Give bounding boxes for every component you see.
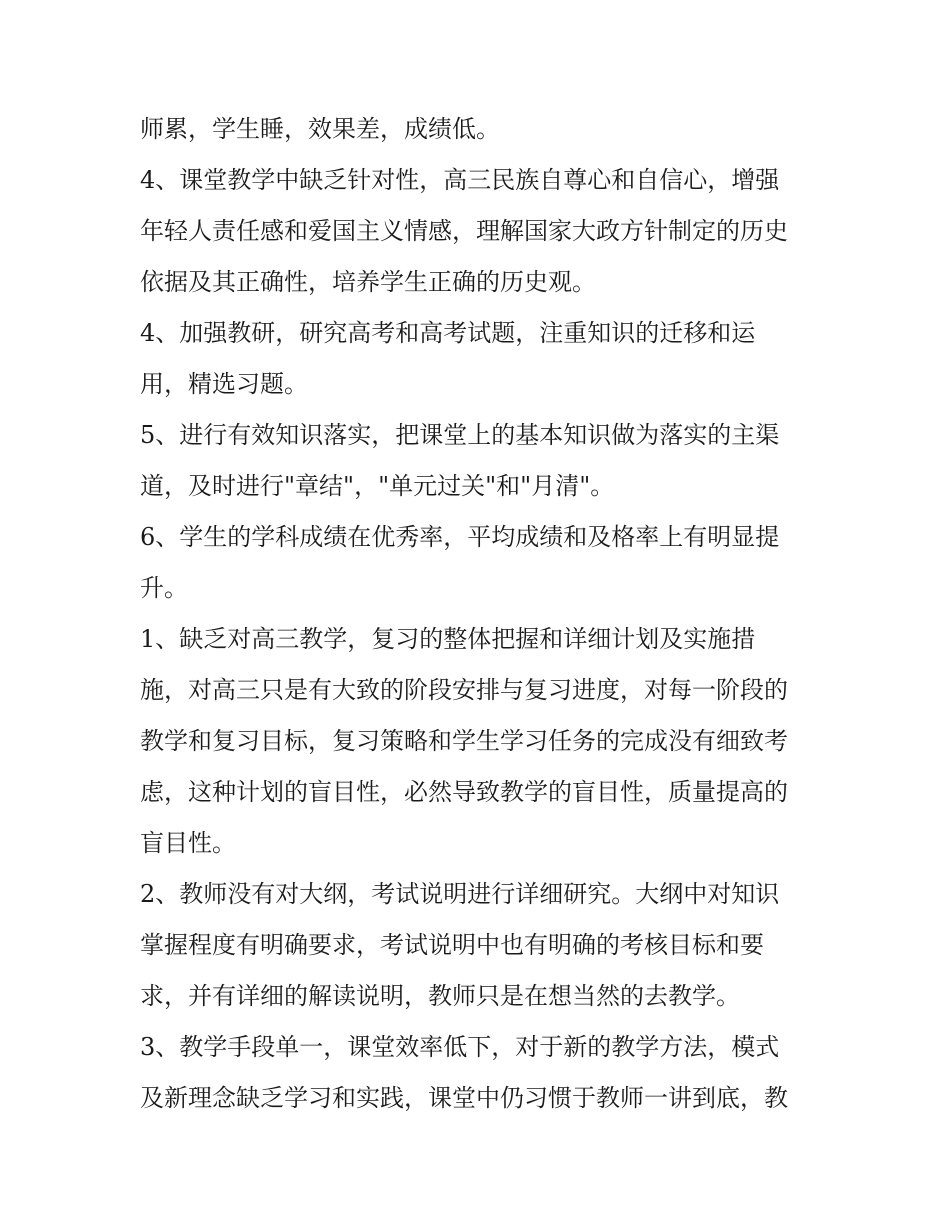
text-line: 求，并有详细的解读说明，教师只是在想当然的去教学。: [140, 982, 740, 1010]
text-line: 施，对高三只是有大致的阶段安排与复习进度，对每一阶段的: [140, 676, 788, 704]
text-line: 虑，这种计划的盲目性，必然导致教学的盲目性，质量提高的: [140, 778, 788, 806]
text-line: 及新理念缺乏学习和实践，课堂中仍习惯于教师一讲到底，教: [140, 1084, 788, 1112]
text-line: 升。: [140, 574, 188, 602]
text-line: 2、教师没有对大纲，考试说明进行详细研究。大纲中对知识: [140, 880, 780, 908]
text-line: 4、加强教研，研究高考和高考试题，注重知识的迁移和运: [140, 319, 756, 347]
text-line: 教学和复习目标，复习策略和学生学习任务的完成没有细致考: [140, 727, 788, 755]
text-line: 掌握程度有明确要求，考试说明中也有明确的考核目标和要: [140, 931, 764, 959]
text-line: 用，精选习题。: [140, 370, 308, 398]
text-line: 5、进行有效知识落实，把课堂上的基本知识做为落实的主渠: [140, 421, 780, 449]
text-line: 4、课堂教学中缺乏针对性，高三民族自尊心和自信心，增强: [140, 166, 780, 194]
text-line: 6、学生的学科成绩在优秀率，平均成绩和及格率上有明显提: [140, 523, 780, 551]
text-line: 师累，学生睡，效果差，成绩低。: [140, 115, 500, 143]
text-line: 盲目性。: [140, 829, 236, 857]
document-body: [140, 104, 830, 1124]
text-line: 依据及其正确性，培养学生正确的历史观。: [140, 268, 596, 296]
text-line: 道，及时进行"章结"，"单元过关"和"月清"。: [140, 472, 615, 500]
text-line: 1、缺乏对高三教学，复习的整体把握和详细计划及实施措: [140, 625, 756, 653]
text-line: 年轻人责任感和爱国主义情感，理解国家大政方针制定的历史: [140, 217, 788, 245]
text-line: 3、教学手段单一，课堂效率低下，对于新的教学方法，模式: [140, 1033, 780, 1061]
